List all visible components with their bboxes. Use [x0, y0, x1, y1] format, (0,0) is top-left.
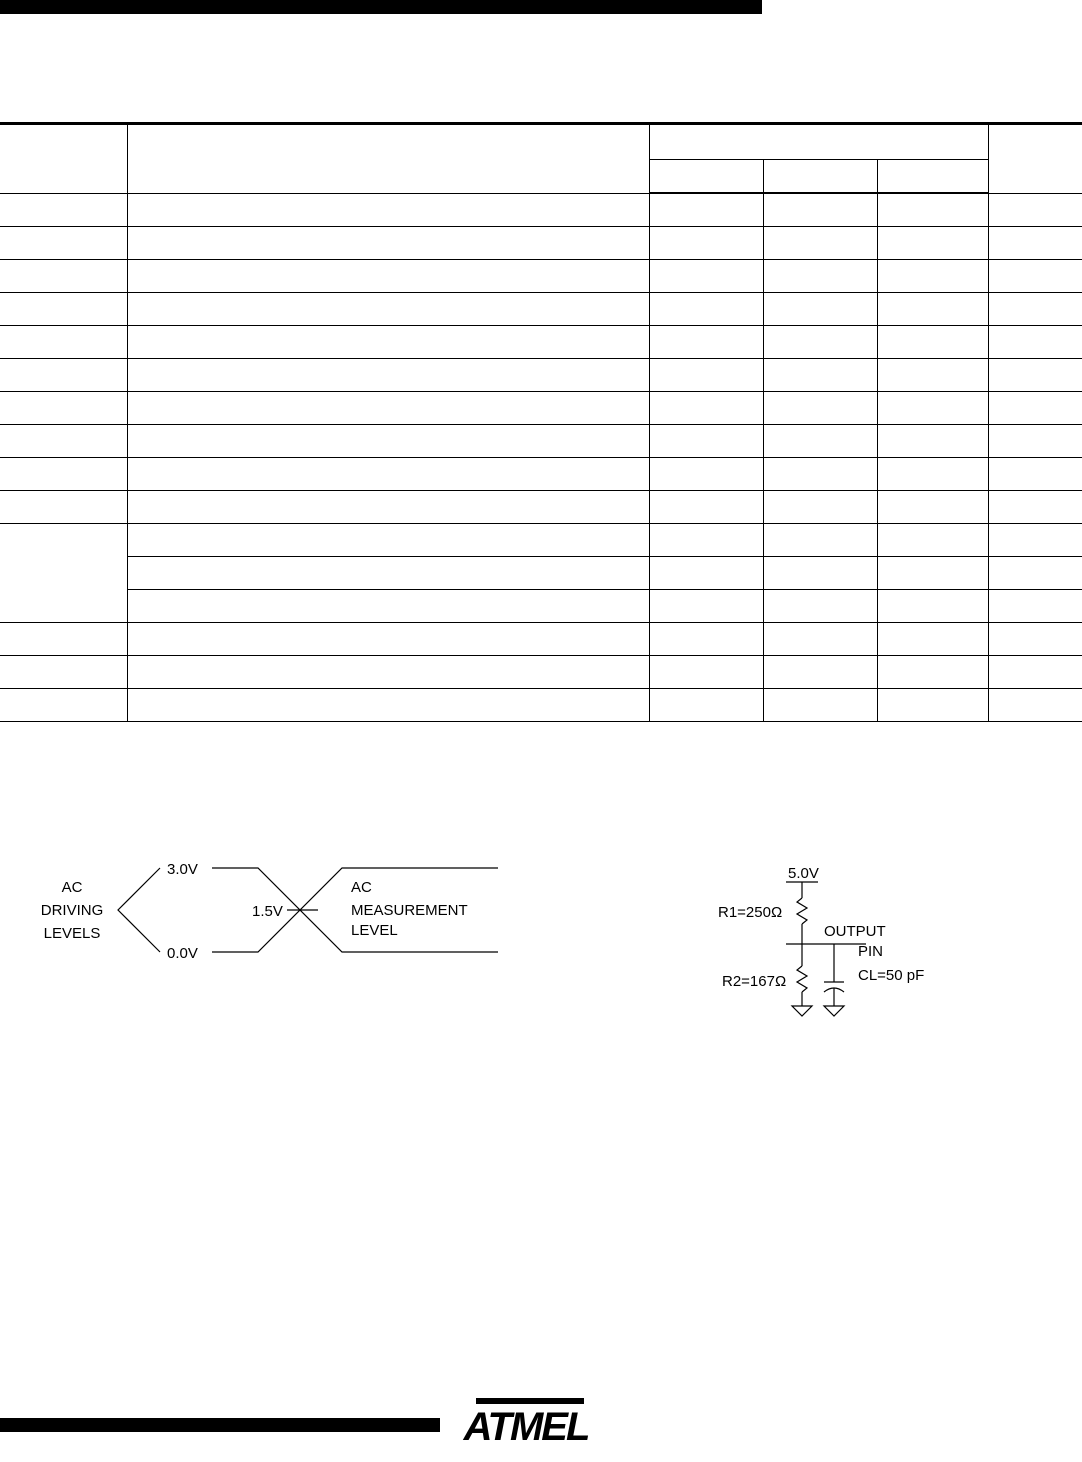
high-level-label: 3.0V: [167, 861, 198, 878]
driving-label-3: LEVELS: [43, 925, 101, 942]
logo-top-stripe: [476, 1398, 584, 1404]
mid-level-label: 1.5V: [252, 903, 283, 920]
logo-wordmark: ATMEL: [463, 1405, 589, 1449]
resistor-r1: [797, 898, 807, 924]
output-label-1: OUTPUT: [824, 923, 886, 940]
cl-label: CL=50 pF: [858, 967, 925, 984]
measure-label-3: LEVEL: [351, 922, 398, 939]
resistor-r2: [797, 966, 807, 992]
supply-label: 5.0V: [788, 865, 819, 882]
measure-label-2: MEASUREMENT: [351, 902, 468, 919]
driving-label-2: DRIVING: [40, 902, 104, 919]
measure-label-1: AC: [351, 879, 372, 896]
ground-symbol-2: [824, 1006, 844, 1016]
driving-bracket: [118, 868, 160, 952]
ground-symbol-1: [792, 1006, 812, 1016]
atmel-logo: [463, 1398, 589, 1449]
low-level-label: 0.0V: [167, 945, 198, 962]
r2-label: R2=167Ω: [722, 973, 787, 990]
footer-rule: [0, 1418, 440, 1432]
driving-label-1: AC: [61, 879, 83, 896]
output-load-circuit: [786, 882, 866, 1016]
r1-label: R1=250Ω: [718, 904, 783, 921]
output-label-2: PIN: [858, 943, 884, 960]
